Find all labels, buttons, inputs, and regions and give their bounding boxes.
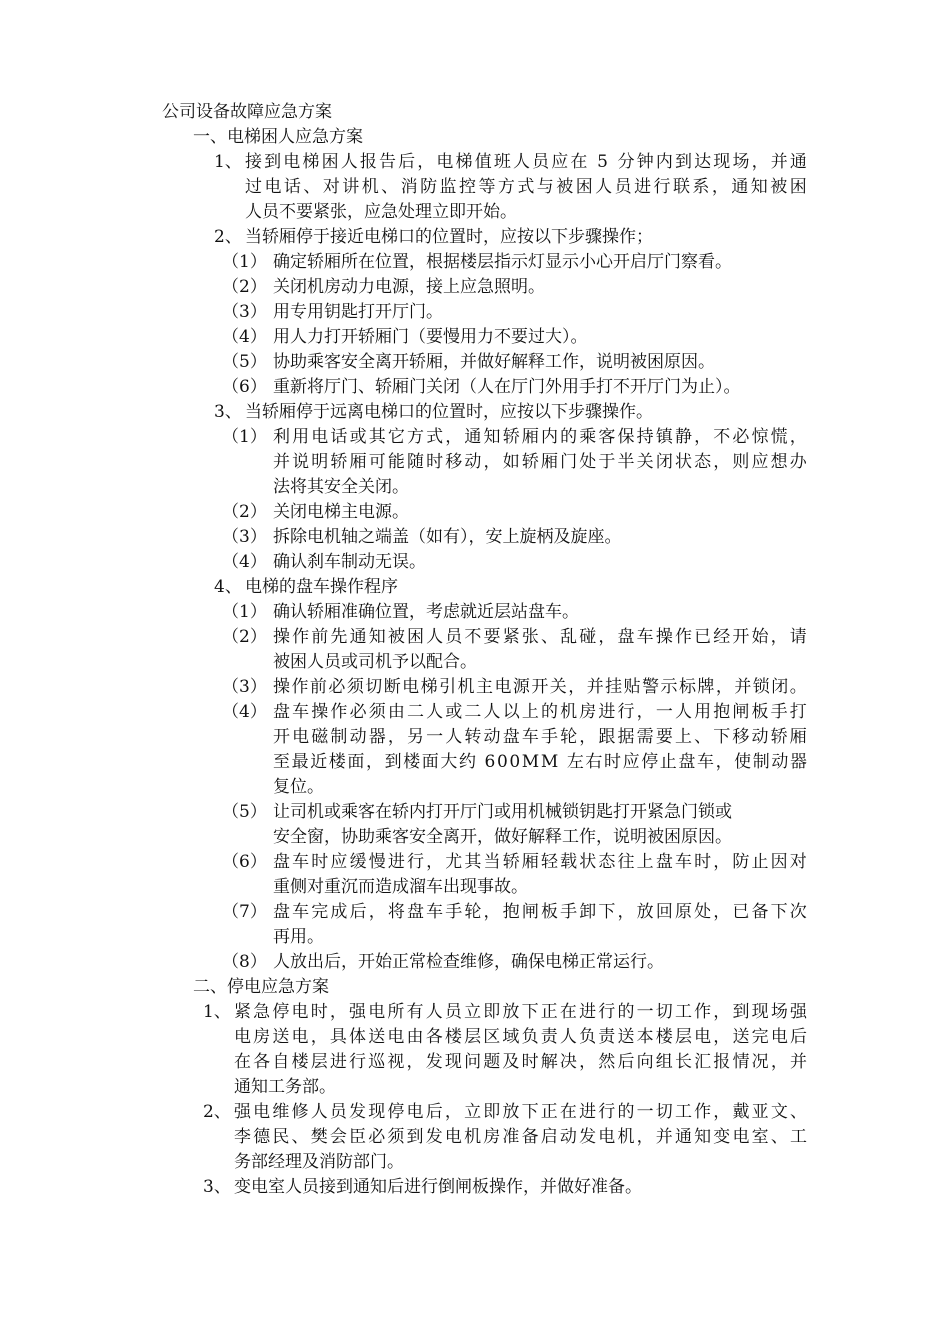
step-text-line: 确定轿厢所在位置，根据楼层指示灯显示小心开启厅门察看。 [273,252,732,272]
item-text-line: 紧 急 停 电 时 ， 强 电 所 有 人 员 立 即 放 下 正 在 进 行 的 一 切 工 作 ， 到 现 场 强 [234,1002,807,1022]
step-number: （4） [222,552,267,572]
step-text-line: 用专用钥匙打开厅门。 [273,302,443,322]
step-number: （5） [222,352,267,372]
step-number: （4） [222,702,267,722]
step-number: （2） [222,502,267,522]
item-text-line: 电 房 送 电 ， 具 体 送 电 由 各 楼 层 区 域 负 责 人 负 责 送 本 楼 层 电 ， 送 完 电 后 [234,1027,807,1047]
step-text-line: 至 最 近 楼 面 ， 到 楼 面 大 约 6 0 0 M M 左 右 时 应 停 止 盘 车 ， 使 制 动 器 [273,752,807,772]
step-text-line: 开 电 磁 制 动 器 ， 另 一 人 转 动 盘 车 手 轮 ， 跟 据 需 要 上 、 下 移 动 轿 厢 [273,727,807,747]
step-text-line: 法将其安全关闭。 [273,477,409,497]
item-text-line: 在 各 自 楼 层 进 行 巡 视 ， 发 现 问 题 及 时 解 决 ， 然 后 向 组 长 汇 报 情 况 ， 并 [234,1052,807,1072]
step-text-line: 人放出后，开始正常检查维修，确保电梯正常运行。 [273,952,664,972]
step-text-line: 操 作 前 必 须 切 断 电 梯 引 机 主 电 源 开 关 ， 并 挂 贴 警 示 标 牌 ， 并 锁 闭 。 [273,677,807,697]
step-number: （5） [222,802,267,822]
item-number: 1、 [203,1002,231,1022]
item-text-line: 通知工务部。 [234,1077,336,1097]
step-number: （1） [222,427,267,447]
step-number: （3） [222,677,267,697]
step-text-line: 用人力打开轿厢门（要慢用力不要过大）。 [273,327,588,347]
step-number: （7） [222,902,267,922]
step-text-line: 盘 车 操 作 必 须 由 二 人 或 二 人 以 上 的 机 房 进 行 ， 一 人 用 抱 闸 板 手 打 [273,702,807,722]
item-text-line: 李 德 民 、 樊 会 臣 必 须 到 发 电 机 房 准 备 启 动 发 电 机 ， 并 通 知 变 电 室 、 工 [234,1127,807,1147]
item-number: 4、 [214,577,242,597]
item-number: 3、 [203,1177,231,1197]
section-heading: 一、电梯困人应急方案 [193,127,363,147]
step-text-line: 重侧对重沉而造成溜车出现事故。 [273,877,528,897]
item-number: 2、 [214,227,242,247]
step-text-line: 盘 车 完 成 后 ， 将 盘 车 手 轮 ， 抱 闸 板 手 卸 下 ， 放 回 原 处 ， 已 备 下 次 [273,902,807,922]
step-text-line: 盘 车 时 应 缓 慢 进 行 ， 尤 其 当 轿 厢 轻 载 状 态 往 上 盘 车 时 ， 防 止 因 对 [273,852,807,872]
step-text-line: 拆除电机轴之端盖（如有），安上旋柄及旋座。 [273,527,622,547]
step-number: （4） [222,327,267,347]
item-number: 2、 [203,1102,231,1122]
section-heading: 二、停电应急方案 [193,977,329,997]
step-text-line: 确认刹车制动无误。 [273,552,426,572]
step-text-line: 让司机或乘客在轿内打开厅门或用机械锁钥匙打开紧急门锁或 [273,802,732,822]
step-text-line: 关闭电梯主电源。 [273,502,409,522]
step-number: （2） [222,627,267,647]
item-text-line: 当轿厢停于远离电梯口的位置时，应按以下步骤操作。 [245,402,653,422]
step-number: （1） [222,602,267,622]
step-text-line: 再用。 [273,927,324,947]
document-title: 公司设备故障应急方案 [162,102,332,122]
item-text-line: 过 电 话 、 对 讲 机 、 消 防 监 控 等 方 式 与 被 困 人 员 进 行 联 系 ， 通 知 被 困 [245,177,807,197]
item-text-line: 电梯的盘车操作程序 [245,577,398,597]
step-text-line: 确认轿厢准确位置，考虑就近层站盘车。 [273,602,579,622]
item-number: 3、 [214,402,242,422]
item-text-line: 人员不要紧张，应急处理立即开始。 [245,202,517,222]
step-number: （2） [222,277,267,297]
step-text-line: 协助乘客安全离开轿厢，并做好解释工作，说明被困原因。 [273,352,715,372]
item-text-line: 务部经理及消防部门。 [234,1152,404,1172]
step-text-line: 复位。 [273,777,324,797]
item-text-line: 当轿厢停于接近电梯口的位置时，应按以下步骤操作； [245,227,653,247]
step-text-line: 操 作 前 先 通 知 被 困 人 员 不 要 紧 张 、 乱 碰 ， 盘 车 操 作 已 经 开 始 ， 请 [273,627,807,647]
step-number: （8） [222,952,267,972]
step-text-line: 并 说 明 轿 厢 可 能 随 时 移 动 ， 如 轿 厢 门 处 于 半 关 闭 状 态 ， 则 应 想 办 [273,452,807,472]
item-text-line: 强 电 维 修 人 员 发 现 停 电 后 ， 立 即 放 下 正 在 进 行 的 一 切 工 作 ， 戴 亚 文 、 [234,1102,807,1122]
item-text-line: 接 到 电 梯 困 人 报 告 后 ， 电 梯 值 班 人 员 应 在 5 分 钟 内 到 达 现 场 ， 并 通 [245,152,807,172]
step-number: （1） [222,252,267,272]
step-number: （6） [222,852,267,872]
step-text-line: 关闭机房动力电源，接上应急照明。 [273,277,545,297]
item-text-line: 变电室人员接到通知后进行倒闸板操作，并做好准备。 [234,1177,642,1197]
step-number: （3） [222,527,267,547]
step-number: （3） [222,302,267,322]
step-number: （6） [222,377,267,397]
step-text-line: 利 用 电 话 或 其 它 方 式 ， 通 知 轿 厢 内 的 乘 客 保 持 镇 静 ， 不 必 惊 慌 ， [273,427,807,447]
step-text-line: 安全窗，协助乘客安全离开，做好解释工作，说明被困原因。 [273,827,732,847]
step-text-line: 被困人员或司机予以配合。 [273,652,477,672]
item-number: 1、 [214,152,242,172]
step-text-line: 重新将厅门、轿厢门关闭（人在厅门外用手打不开厅门为止）。 [273,377,741,397]
